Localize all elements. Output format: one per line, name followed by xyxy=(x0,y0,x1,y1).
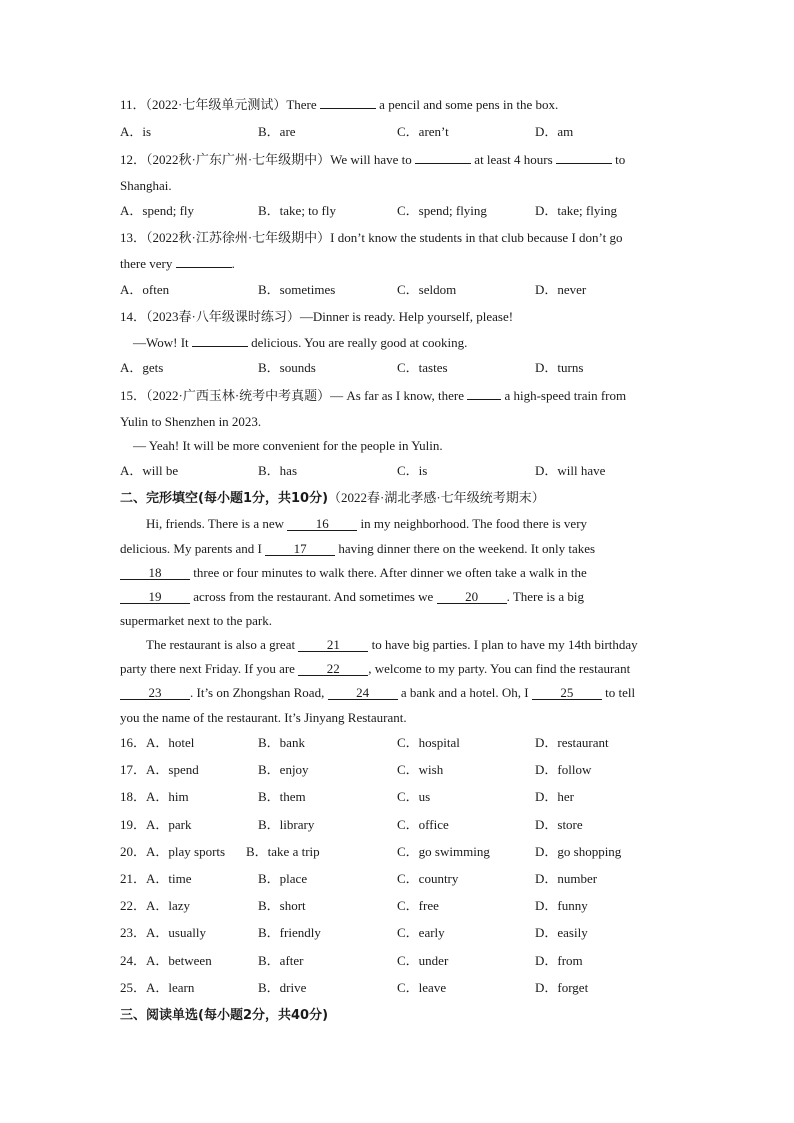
q24-option-a: 24．A．between xyxy=(120,953,212,968)
answer-blank xyxy=(176,267,232,268)
answer-blank xyxy=(467,399,501,400)
q22-option-b: B．short xyxy=(258,898,306,913)
q23-option-a: 23．A．usually xyxy=(120,925,206,940)
q25-option-d: D．forget xyxy=(535,980,589,995)
q19-option-d: D．store xyxy=(535,817,583,832)
q11-option-b: B．are xyxy=(258,124,296,139)
q17-option-b: B．enjoy xyxy=(258,762,309,777)
q11-option-a: A．is xyxy=(120,124,152,139)
q14-stem-continued: —Wow! It delicious. You are really good at cooking. xyxy=(133,335,468,350)
q14-stem: 14．（2023春·八年级课时练习）—Dinner is ready. Help yourself, please! xyxy=(120,309,514,324)
passage-line: party there next Friday. If you are 22 , welcome to my party. You can find the restaurant xyxy=(120,661,631,676)
q18-option-d: D．her xyxy=(535,789,574,804)
q13-option-c: C．seldom xyxy=(397,282,457,297)
cloze-blank-23: 23 xyxy=(120,686,190,700)
q13-option-d: D．never xyxy=(535,282,587,297)
q14-option-a: A．gets xyxy=(120,360,164,375)
passage-line: supermarket next to the park. xyxy=(120,613,272,628)
q13-option-a: A．often xyxy=(120,282,170,297)
q18-option-b: B．them xyxy=(258,789,306,804)
q14-option-c: C．tastes xyxy=(397,360,448,375)
q20-option-c: C．go swimming xyxy=(397,844,490,859)
q13-option-b: B．sometimes xyxy=(258,282,336,297)
q19-option-c: C．office xyxy=(397,817,449,832)
q14-option-b: B．sounds xyxy=(258,360,316,375)
q21-option-d: D．number xyxy=(535,871,598,886)
q16-option-d: D．restaurant xyxy=(535,735,609,750)
q11-stem: 11．（2022·七年级单元测试）There a pencil and some pens in the box. xyxy=(120,97,559,112)
q15-option-c: C．is xyxy=(397,463,428,478)
passage-line: delicious. My parents and I 17 having dinner there on the weekend. It only takes xyxy=(120,541,596,556)
q15-stem: 15．（2022·广西玉林·统考中考真题）— As far as I know, there a high-speed train from xyxy=(120,388,627,403)
q18-option-c: C．us xyxy=(397,789,431,804)
q19-option-b: B．library xyxy=(258,817,315,832)
q14-option-d: D．turns xyxy=(535,360,584,375)
passage-line: 23 . It’s on Zhongshan Road, 24 a bank and a hotel. Oh, I 25 to tell xyxy=(120,685,635,701)
q18-option-a: 18．A．him xyxy=(120,789,189,804)
answer-blank xyxy=(556,163,612,164)
q21-option-b: B．place xyxy=(258,871,308,886)
cloze-blank-18: 18 xyxy=(120,566,190,580)
q22-option-d: D．funny xyxy=(535,898,588,913)
answer-blank xyxy=(320,108,376,109)
section-3-heading: 三、阅读单选(每小题2分，共40分) xyxy=(120,1008,329,1023)
passage-line: Hi, friends. There is a new 16 in my neighborhood. The food there is very xyxy=(146,516,588,531)
cloze-blank-21: 21 xyxy=(298,638,368,652)
q12-option-d: D．take; flying xyxy=(535,203,617,218)
q17-option-d: D．follow xyxy=(535,762,592,777)
passage-line: you the name of the restaurant. It’s Jinyang Restaurant. xyxy=(120,710,407,725)
answer-blank xyxy=(415,163,471,164)
q20-option-a: 20．A．play sports xyxy=(120,844,226,859)
q25-option-a: 25．A．learn xyxy=(120,980,195,995)
q23-option-b: B．friendly xyxy=(258,925,321,940)
q15-option-d: D．will have xyxy=(535,463,606,478)
cloze-blank-22: 22 xyxy=(298,662,368,676)
q12-stem-continued: Shanghai. xyxy=(120,178,172,193)
q24-option-d: D．from xyxy=(535,953,583,968)
cloze-blank-20: 20 xyxy=(437,590,507,604)
q15-option-a: A．will be xyxy=(120,463,179,478)
q12-stem: 12．（2022秋·广东广州·七年级期中）We will have to at least 4 hours to xyxy=(120,152,626,167)
q15-dialogue: — Yeah! It will be more convenient for the people in Yulin. xyxy=(133,438,443,453)
q17-option-c: C．wish xyxy=(397,762,444,777)
q16-option-c: C．hospital xyxy=(397,735,460,750)
q24-option-b: B．after xyxy=(258,953,304,968)
q23-option-d: D．easily xyxy=(535,925,588,940)
passage-line: 18 three or four minutes to walk there. After dinner we often take a walk in the xyxy=(120,565,587,581)
cloze-blank-24: 24 xyxy=(328,686,398,700)
q15-option-b: B．has xyxy=(258,463,298,478)
q11-option-c: C．aren’t xyxy=(397,124,449,139)
passage-line: The restaurant is also a great 21 to have big parties. I plan to have my 14th birthday xyxy=(146,637,638,652)
q13-stem: 13．（2022秋·江苏徐州·七年级期中）I don’t know the students in that club because I don’t go xyxy=(120,230,623,245)
passage-line: 19 across from the restaurant. And sometimes we 20 . There is a big xyxy=(120,589,584,605)
q16-option-a: 16．A．hotel xyxy=(120,735,195,750)
q16-option-b: B．bank xyxy=(258,735,305,750)
q25-option-b: B．drive xyxy=(258,980,307,995)
q15-stem-continued: Yulin to Shenzhen in 2023. xyxy=(120,414,262,429)
q22-option-c: C．free xyxy=(397,898,439,913)
q17-option-a: 17．A．spend xyxy=(120,762,199,777)
q20-option-d: D．go shopping xyxy=(535,844,622,859)
q21-option-c: C．country xyxy=(397,871,459,886)
q24-option-c: C．under xyxy=(397,953,449,968)
cloze-blank-16: 16 xyxy=(287,517,357,531)
q12-option-a: A．spend; fly xyxy=(120,203,195,218)
q12-option-b: B．take; to fly xyxy=(258,203,336,218)
q25-option-c: C．leave xyxy=(397,980,447,995)
q19-option-a: 19．A．park xyxy=(120,817,192,832)
answer-blank xyxy=(192,346,248,347)
section-2-heading: 二、完形填空(每小题1分，共10分)（2022春·湖北孝感·七年级统考期末） xyxy=(120,490,545,506)
q13-stem-continued: there very . xyxy=(120,256,235,271)
cloze-blank-19: 19 xyxy=(120,590,190,604)
q21-option-a: 21．A．time xyxy=(120,871,192,886)
q22-option-a: 22．A．lazy xyxy=(120,898,191,913)
q23-option-c: C．early xyxy=(397,925,445,940)
cloze-blank-25: 25 xyxy=(532,686,602,700)
q20-option-b: B．take a trip xyxy=(246,844,320,859)
q11-option-d: D．am xyxy=(535,124,574,139)
q12-option-c: C．spend; flying xyxy=(397,203,487,218)
cloze-blank-17: 17 xyxy=(265,542,335,556)
